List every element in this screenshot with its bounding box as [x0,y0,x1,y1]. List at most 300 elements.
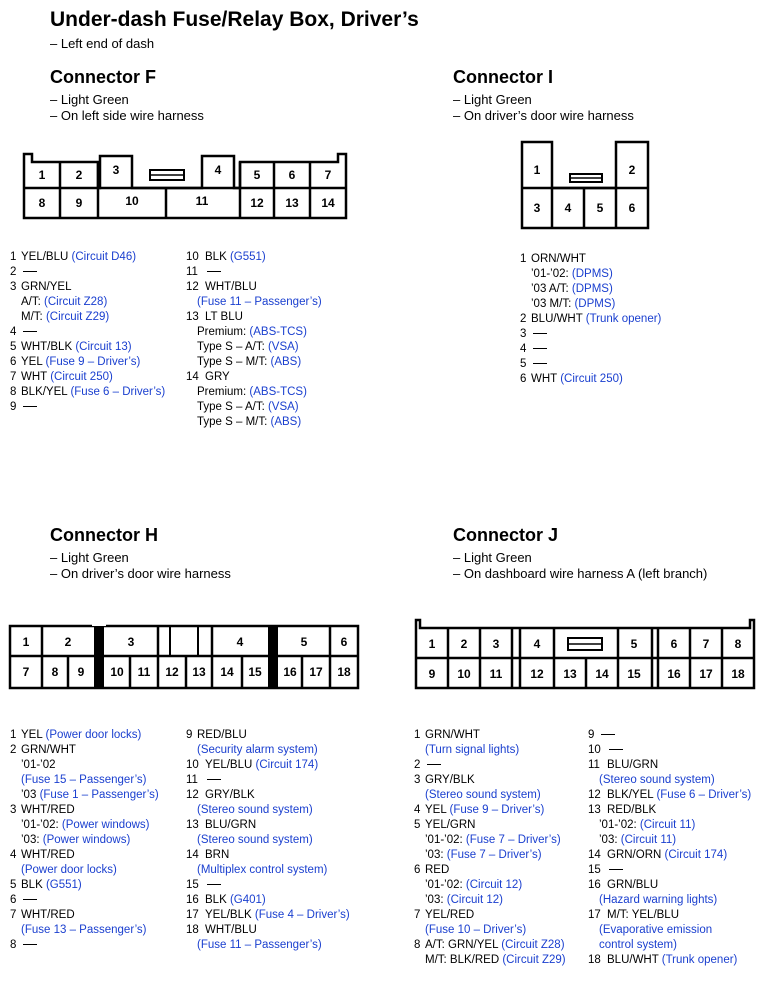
connector-j-pinlist-1 [414,728,566,968]
pin-row [588,893,751,908]
unused-pin-dash [23,944,37,945]
wire-color: ORN/WHT [531,253,586,265]
pin-row [520,252,661,267]
pin-number: 2 [414,759,421,771]
pin-row [520,282,661,297]
wire-color: WHT/RED [21,849,75,861]
pin-row [414,773,566,788]
connector-f-pin: 10 [125,194,139,208]
pin-row [414,728,566,743]
circuit-ref: (Circuit 11) [620,834,677,846]
connector-h-pin: 3 [127,635,135,649]
pin-number: 7 [10,909,17,921]
pin-row [10,325,165,340]
pin-row [10,355,165,370]
circuit-ref: (G551) [229,251,266,263]
circuit-ref: (Stereo sound system) [197,834,313,846]
pin-number: 9 [10,401,17,413]
wire-color: GRN/BLU [607,879,659,891]
pin-row [10,280,165,295]
pin-number: 11 [186,774,198,786]
connector-h-pin: 5 [300,635,308,649]
wire-color: WHT [21,371,47,383]
pin-number: 1 [520,253,527,265]
pin-number: 13 [186,819,199,831]
wire-color: BLK/YEL [21,386,68,398]
connector-h-pin: 16 [283,665,297,679]
pin-number: 16 [588,879,601,891]
wire-color: Type S – A/T: [197,401,265,413]
wire-color: ’03: [599,834,618,846]
circuit-ref: (Circuit 174) [664,849,728,861]
circuit-ref: (Circuit 250) [560,373,623,385]
pin-row [414,908,566,923]
pin-row [10,250,165,265]
pin-row [588,908,751,923]
page-title: Under-dash Fuse/Relay Box, Driver’s [50,8,419,31]
wire-color: BLK [205,894,227,906]
wire-color: M/T: BLK/RED [425,954,500,966]
wire-color: RED/BLK [607,804,657,816]
wire-color: YEL/GRN [425,819,476,831]
wire-color: YEL [425,804,447,816]
wire-color: ’01-’02: [425,834,463,846]
pin-row [588,863,751,878]
connector-h-pin: 12 [165,665,179,679]
connector-j-note-2: – On dashboard wire harness A (left branch) [453,566,708,581]
circuit-ref: (Power door locks) [45,729,142,741]
pin-number: 1 [414,729,421,741]
connector-j-title: Connector J [453,525,559,545]
connector-j-pinlist-2 [588,728,751,968]
pin-number: 12 [186,281,199,293]
pin-row [414,743,566,758]
circuit-ref: (Circuit Z29) [502,954,566,966]
pin-number: 3 [414,774,421,786]
pin-row [414,848,566,863]
pin-row [186,265,322,280]
wire-color: ’03: [425,894,444,906]
connector-h-note-1: – Light Green [50,550,129,565]
pin-row [588,803,751,818]
pin-number: 2 [10,744,17,756]
connector-f-pin: 13 [285,196,299,210]
connector-f-pinlist-1 [10,250,165,415]
pin-row [186,743,350,758]
circuit-ref: (Fuse 7 – Driver’s) [446,849,542,861]
circuit-ref: (DPMS) [574,298,616,310]
circuit-ref: (Fuse 7 – Driver’s) [465,834,561,846]
pin-row [186,325,322,340]
connector-j-pin: 9 [428,667,436,681]
pin-row [186,355,322,370]
pin-number: 8 [10,386,17,398]
circuit-ref: (Circuit 250) [50,371,113,383]
wire-color: YEL [21,356,43,368]
connector-h-pin: 11 [137,665,151,679]
connector-h-title: Connector H [50,525,158,545]
connector-i-pin: 3 [533,201,541,215]
wire-color: BLK [21,879,43,891]
pin-row [414,788,566,803]
wire-color: WHT [531,373,557,385]
pin-row [10,878,159,893]
wire-color: ’03: [21,834,40,846]
pin-number: 14 [588,849,601,861]
pin-number: 8 [10,939,17,951]
pin-row [588,833,751,848]
connector-h-diagram [6,612,362,692]
pin-row [414,863,566,878]
wire-color: GRN/WHT [21,744,76,756]
wire-color: Type S – M/T: [197,416,268,428]
circuit-ref: (Power door locks) [21,864,117,876]
pin-row [186,818,350,833]
circuit-ref: (Stereo sound system) [425,789,541,801]
connector-j-pin: 17 [699,667,713,681]
pin-number: 9 [186,729,193,741]
wire-color: WHT/BLU [205,924,257,936]
connector-f-title: Connector F [50,67,156,87]
unused-pin-dash [533,363,547,364]
connector-j-pin: 18 [731,667,745,681]
pin-number: 4 [414,804,421,816]
circuit-ref: (Circuit 12) [446,894,503,906]
connector-h-note-2: – On driver’s door wire harness [50,566,231,581]
circuit-ref: (Circuit Z28) [44,296,108,308]
pin-row [414,953,566,968]
pin-number: 5 [520,358,527,370]
circuit-ref: (G401) [229,894,266,906]
pin-row [186,728,350,743]
pin-number: 2 [520,313,527,325]
circuit-ref: (Circuit Z28) [501,939,565,951]
circuit-ref: (Turn signal lights) [425,744,520,756]
connector-j-pin: 8 [734,637,742,651]
pin-row [520,342,661,357]
pin-row [414,923,566,938]
connector-i-pin: 2 [628,163,636,177]
pin-row [10,938,159,953]
pin-number: 17 [588,909,601,921]
wire-color: M/T: [21,311,43,323]
connector-h-pin: 14 [220,665,234,679]
pin-row [414,833,566,848]
connector-f-pin: 11 [195,194,209,208]
page-subtitle: – Left end of dash [50,36,155,51]
pin-row [10,385,165,400]
pin-row [10,743,159,758]
wire-color: M/T: YEL/BLU [607,909,680,921]
pin-row [10,788,159,803]
pin-number: 9 [588,729,595,741]
circuit-ref: (Fuse 10 – Driver’s) [425,924,527,936]
pin-row [10,728,159,743]
wire-color: WHT/RED [21,909,75,921]
pin-row [414,893,566,908]
circuit-ref: (DPMS) [571,268,613,280]
connector-h-pin: 8 [51,665,59,679]
pin-number: 11 [186,266,198,278]
pin-number: 5 [414,819,421,831]
pin-number: 13 [588,804,601,816]
wire-color: GRN/ORN [607,849,662,861]
pin-number: 10 [186,251,199,263]
pin-number: 2 [10,266,17,278]
connector-f-pin: 12 [250,196,264,210]
pin-row [10,400,165,415]
connector-h-pin: 10 [110,665,124,679]
wire-color: GRN/YEL [21,281,72,293]
connector-f-pin: 9 [75,196,83,210]
unused-pin-dash [609,749,623,750]
connector-j-pin: 10 [457,667,471,681]
wire-color: YEL/BLU [21,251,69,263]
unused-pin-dash [23,271,37,272]
pin-number: 12 [186,789,199,801]
pin-row [10,848,159,863]
circuit-ref: (Fuse 9 – Driver’s) [45,356,141,368]
pin-row [186,758,350,773]
circuit-ref: (Stereo sound system) [599,774,715,786]
connector-f-pin: 5 [253,168,261,182]
circuit-ref: (VSA) [267,401,299,413]
pin-number: 14 [186,371,199,383]
pin-row [186,923,350,938]
connector-h-pin: 4 [236,635,244,649]
pin-number: 8 [414,939,421,951]
connector-j-pin: 13 [563,667,577,681]
pin-row [186,893,350,908]
pin-row [414,818,566,833]
pin-row [186,908,350,923]
wire-color: RED/BLU [197,729,247,741]
pin-row [588,848,751,863]
circuit-ref: (Power windows) [42,834,131,846]
pin-number: 1 [10,729,17,741]
wire-color: ’01-’02: [21,819,59,831]
wire-color: A/T: GRN/YEL [425,939,499,951]
pin-number: 6 [10,894,17,906]
pin-number: 4 [520,343,527,355]
connector-h-pin: 15 [248,665,262,679]
circuit-ref: control system) [599,939,677,951]
pin-number: 12 [588,789,601,801]
circuit-ref: (Circuit 12) [465,879,523,891]
pin-row [588,938,751,953]
connector-j-pin: 16 [667,667,681,681]
pin-number: 17 [186,909,199,921]
pin-row [10,265,165,280]
wire-color: GRY/BLK [205,789,255,801]
connector-f-pin: 8 [38,196,46,210]
pin-row [186,295,322,310]
connector-f-pinlist-2 [186,250,322,430]
connector-i-title: Connector I [453,67,554,87]
circuit-ref: (Circuit 174) [255,759,319,771]
pin-number: 10 [186,759,199,771]
wire-color: BLU/WHT [607,954,659,966]
unused-pin-dash [23,406,37,407]
wire-color: Premium: [197,386,247,398]
pin-number: 7 [10,371,17,383]
pin-row [186,370,322,385]
wire-color: YEL [21,729,43,741]
pin-row [10,803,159,818]
wire-color: ’03: [425,849,444,861]
pin-number: 5 [10,879,17,891]
connector-j-note-1: – Light Green [453,550,532,565]
wire-color: BLU/GRN [607,759,659,771]
pin-number: 14 [186,849,199,861]
pin-row [186,833,350,848]
pin-row [520,357,661,372]
connector-i-pin: 4 [564,201,572,215]
pin-number: 16 [186,894,199,906]
connector-j-pin: 2 [460,637,468,651]
pin-row [520,327,661,342]
circuit-ref: (Circuit 13) [75,341,132,353]
circuit-ref: (Circuit D46) [71,251,137,263]
pin-row [588,728,751,743]
connector-i-note-1: – Light Green [453,92,532,107]
circuit-ref: (Fuse 13 – Passenger’s) [21,924,147,936]
connector-j-pin: 6 [670,637,678,651]
connector-h-pin: 9 [77,665,85,679]
unused-pin-dash [23,331,37,332]
wire-color: BLK/YEL [607,789,654,801]
pin-number: 1 [10,251,17,263]
connector-h-pinlist-2 [186,728,350,953]
pin-number: 11 [588,759,600,771]
wire-color: WHT/RED [21,804,75,816]
connector-i-note-2: – On driver’s door wire harness [453,108,634,123]
pin-row [588,953,751,968]
wire-color: Premium: [197,326,247,338]
pin-row [588,743,751,758]
connector-f-note-1: – Light Green [50,92,129,107]
connector-f-pin: 7 [324,168,332,182]
unused-pin-dash [533,348,547,349]
pin-number: 4 [10,849,17,861]
connector-h-pin: 17 [309,665,323,679]
pin-row [10,923,159,938]
connector-j-pin: 5 [630,637,638,651]
circuit-ref: (Stereo sound system) [197,804,313,816]
pin-row [10,908,159,923]
wire-color: YEL/BLU [205,759,253,771]
connector-i-pin: 6 [628,201,636,215]
circuit-ref: (Trunk opener) [585,313,662,325]
pin-row [10,295,165,310]
pin-row [186,788,350,803]
pin-row [186,280,322,295]
connector-h-pin: 1 [22,635,30,649]
pin-number: 3 [10,804,17,816]
pin-row [186,400,322,415]
pin-row [520,312,661,327]
connector-j-pin: 11 [489,667,503,681]
wire-color: Type S – M/T: [197,356,268,368]
circuit-ref: (DPMS) [571,283,613,295]
pin-row [414,878,566,893]
wire-color: BLK [205,251,227,263]
wire-color: BLU/GRN [205,819,257,831]
pin-row [10,370,165,385]
circuit-ref: (Security alarm system) [197,744,318,756]
pin-number: 18 [588,954,601,966]
circuit-ref: (ABS) [270,416,302,428]
wire-color: LT BLU [205,311,243,323]
unused-pin-dash [207,884,221,885]
connector-f-diagram [20,148,350,220]
connector-f-pin: 3 [112,163,120,177]
wire-color: ’01-’02: [425,879,463,891]
unused-pin-dash [23,899,37,900]
pin-row [10,893,159,908]
pin-row [186,310,322,325]
pin-row [414,758,566,773]
pin-number: 4 [10,326,17,338]
pin-row [186,938,350,953]
circuit-ref: (Fuse 6 – Driver’s) [656,789,752,801]
pin-number: 6 [414,864,421,876]
wire-color: RED [425,864,450,876]
circuit-ref: (Fuse 11 – Passenger’s) [197,939,322,951]
wire-color: GRY/BLK [425,774,475,786]
pin-row [10,340,165,355]
circuit-ref: (Trunk opener) [661,954,738,966]
connector-j-pin: 7 [702,637,710,651]
connector-j-diagram [412,612,758,692]
wire-color: YEL/RED [425,909,475,921]
connector-f-pin: 6 [288,168,296,182]
pin-number: 5 [10,341,17,353]
connector-i-diagram [514,138,654,230]
pin-number: 10 [588,744,601,756]
pin-row [10,773,159,788]
pin-number: 13 [186,311,199,323]
pin-row [414,938,566,953]
pin-row [186,250,322,265]
pin-number: 6 [10,356,17,368]
pin-number: 3 [520,328,527,340]
connector-f-pin: 1 [38,168,46,182]
unused-pin-dash [207,779,221,780]
connector-h-pin: 18 [337,665,351,679]
connector-j-pin: 4 [533,637,541,651]
connector-j-pin: 15 [627,667,641,681]
pin-row [588,878,751,893]
circuit-ref: (Fuse 4 – Driver’s) [254,909,350,921]
circuit-ref: (ABS-TCS) [249,326,307,338]
pin-row [186,415,322,430]
wire-color: GRY [205,371,230,383]
connector-j-pin: 12 [530,667,544,681]
circuit-ref: (Multiplex control system) [197,864,328,876]
wire-color: WHT/BLU [205,281,257,293]
circuit-ref: (Fuse 15 – Passenger’s) [21,774,147,786]
pin-row [588,923,751,938]
pin-row [186,385,322,400]
connector-j-pin: 3 [492,637,500,651]
circuit-ref: (Hazard warning lights) [599,894,718,906]
pin-row [520,267,661,282]
pin-row [10,758,159,773]
pin-number: 6 [520,373,527,385]
wire-color: ’01-’02 [21,759,56,771]
pin-row [588,773,751,788]
